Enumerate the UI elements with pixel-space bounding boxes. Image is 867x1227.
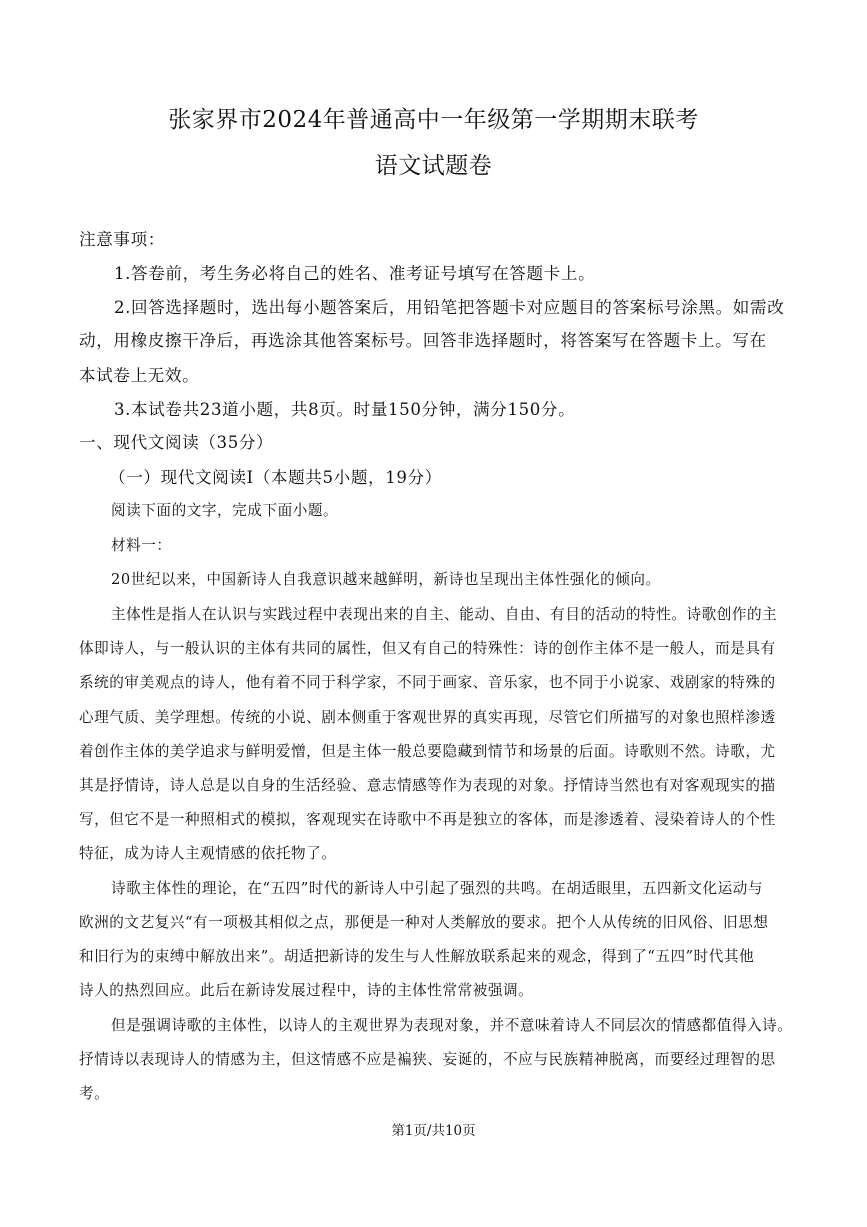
- passage-line: 诗歌主体性的理论，在“五四”时代的新诗人中引起了强烈的共鸣。在胡适眼里，五四新文化运动与: [111, 880, 764, 897]
- passage-line: 考。: [79, 1085, 110, 1102]
- passage-line: 但是强调诗歌的主体性，以诗人的主观世界为表现对象，并不意味着诗人不同层次的情感都值得入诗。: [111, 1017, 793, 1034]
- section-heading: 一、现代文阅读（35分）: [79, 433, 274, 452]
- passage-line: 着创作主体的美学追求与鲜明爱憎，但是主体一般总要隐藏到情节和场景的后面。诗歌则不然。诗歌，尤: [79, 743, 776, 760]
- passage-line: 写，但它不是一种照相式的模拟，客观现实在诗歌中不再是独立的客体，而是渗透着、浸染着诗人的个性: [79, 811, 776, 828]
- notice-heading: 注意事项：: [79, 230, 165, 249]
- passage-line: 欧洲的文艺复兴“有一项极其相似之点，那便是一种对人类解放的要求。把个人从传统的旧风俗、旧思想: [79, 914, 769, 931]
- passage-paragraph-1: 20世纪以来，中国新诗人自我意识越来越鲜明，新诗也呈现出主体性强化的倾向。: [111, 571, 661, 588]
- page-footer: 第1页/共10页: [391, 1123, 476, 1139]
- passage-line: 主体性是指人在认识与实践过程中表现出来的自主、能动、自由、有目的活动的特性。诗歌创作的主: [111, 606, 778, 623]
- exam-title: 张家界市2024年普通高中一年级第一学期期末联考: [168, 107, 699, 133]
- notice-item-1: 1.答卷前，考生务必将自己的姓名、准考证号填写在答题卡上。: [114, 264, 596, 283]
- material-label: 材料一：: [111, 537, 172, 554]
- subsection-heading: （一）现代文阅读Ⅰ（本题共5小题，19分）: [109, 468, 442, 487]
- reading-instruction: 阅读下面的文字，完成下面小题。: [111, 502, 339, 519]
- passage-line: 心理气质、美学理想。传统的小说、剧本侧重于客观世界的真实再现，尽管它们所描写的对象也照样渗透: [79, 709, 776, 726]
- notice-item-2-line-1: 2.回答选择题时，选出每小题答案后，用铅笔把答题卡对应题目的答案标号涂黑。如需改: [114, 298, 785, 317]
- notice-item-3: 3.本试卷共23道小题，共8页。时量150分钟，满分150分。: [114, 400, 576, 419]
- exam-subtitle: 语文试题卷: [374, 153, 493, 179]
- passage-line: 特征，成为诗人主观情感的依托物了。: [79, 845, 337, 862]
- passage-line: 诗人的热烈回应。此后在新诗发展过程中，诗的主体性常常被强调。: [79, 982, 534, 999]
- passage-line: 其是抒情诗，诗人总是以自身的生活经验、意志情感等作为表现的对象。抒情诗当然也有对客观现实的描: [79, 777, 776, 794]
- passage-line: 抒情诗以表现诗人的情感为主，但这情感不应是褊狭、妄诞的，不应与民族精神脱离，而要经过理智的思: [79, 1051, 776, 1068]
- passage-line: 和旧行为的束缚中解放出来”。胡适把新诗的发生与人性解放联系起来的观念，得到了“五四”时代其他: [79, 948, 755, 965]
- notice-item-2-line-2: 动，用橡皮擦干净后，再选涂其他答案标号。回答非选择题时，将答案写在答题卡上。写在: [79, 331, 767, 350]
- passage-line: 体即诗人，与一般认识的主体有共同的属性，但又有自己的特殊性：诗的创作主体不是一般人，而是具有: [79, 640, 776, 657]
- passage-line: 系统的审美观点的诗人，他有着不同于科学家，不同于画家、音乐家，也不同于小说家、戏剧家的特殊的: [79, 674, 776, 691]
- notice-item-2-line-3: 本试卷上无效。: [79, 366, 200, 385]
